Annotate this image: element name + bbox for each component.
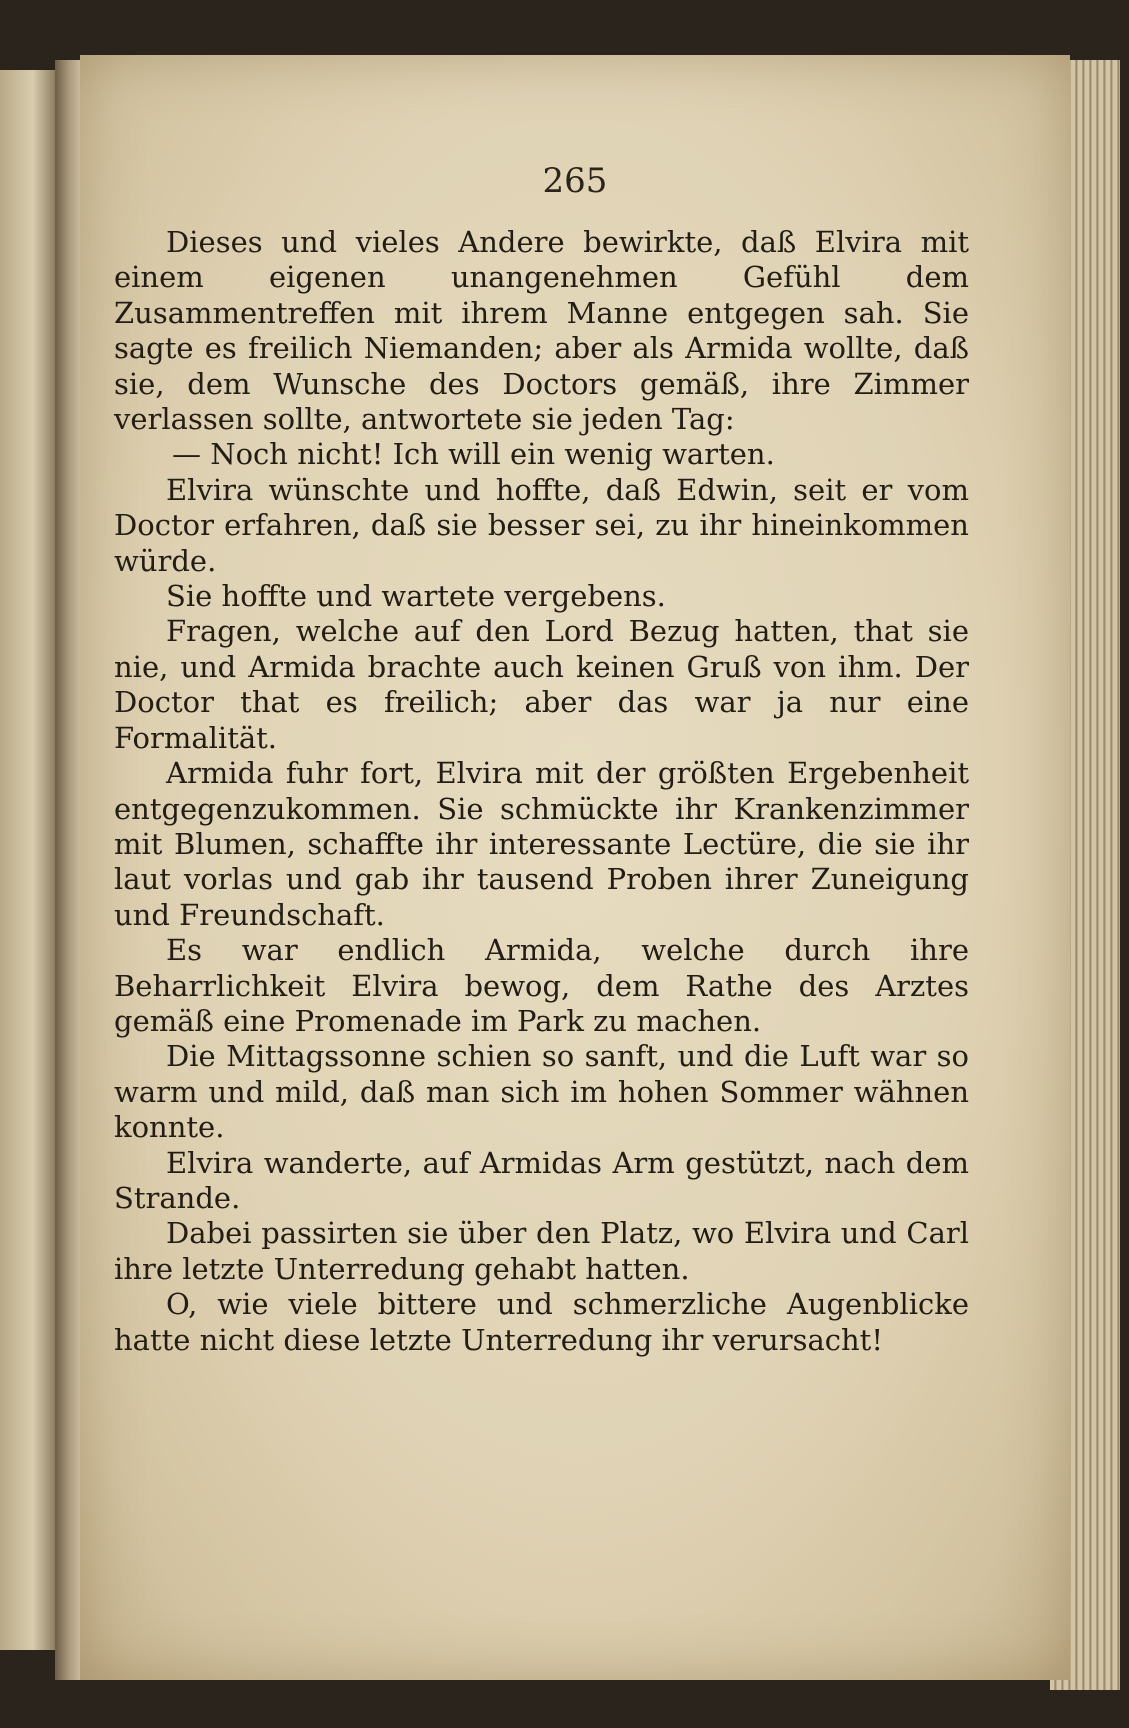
paragraph: Elvira wünschte und hoffte, daß Edwin, seit er vom Doctor erfahren, daß sie besser sei, zu ihr hineinkommen würde. (114, 472, 969, 578)
paragraph: Sie hoffte und wartete vergebens. (166, 579, 666, 614)
paragraph: — Noch nicht! Ich will ein wenig warten. (172, 437, 775, 472)
book-page (80, 55, 1070, 1680)
left-page-edge (0, 70, 55, 1650)
paragraph: Armida fuhr fort, Elvira mit der größten Ergebenheit entgegenzukommen. Sie schmückte ihr Krankenzimmer mit Blumen, schaffte ihr interessante Lectüre, die sie ihr laut vorlas und gab ihr tausend Proben ihrer Zuneigung und Freundschaft. (114, 756, 969, 932)
paragraph: O, wie viele bittere und schmerzliche Augenblicke hatte nicht diese letzte Unterredung ihr verursacht! (114, 1287, 969, 1357)
paragraph: Dabei passirten sie über den Platz, wo Elvira und Carl ihre letzte Unterredung gehabt hatten. (114, 1216, 969, 1286)
paragraph: Die Mittagssonne schien so sanft, und die Luft war so warm und mild, daß man sich im hohen Sommer wähnen konnte. (114, 1039, 969, 1145)
body-text (114, 225, 969, 1358)
paragraph: Elvira wanderte, auf Armidas Arm gestützt, nach dem Strande. (114, 1145, 969, 1215)
paragraph: Fragen, welche auf den Lord Bezug hatten, that sie nie, und Armida brachte auch keinen Gruß von ihm. Der Doctor that es freilich; aber das war ja nur eine Formalität. (114, 614, 969, 755)
paragraph: Dieses und vieles Andere bewirkte, daß Elvira mit einem eigenen unangenehmen Gefühl dem Zusammentreffen mit ihrem Manne entgegen sah. Sie sagte es freilich Niemanden; aber als Armida wollte, daß sie, dem Wunsche des Doctors gemäß, ihre Zimmer verlassen sollte, antwortete sie jeden Tag: (114, 225, 969, 437)
paragraph: Es war endlich Armida, welche durch ihre Beharrlichkeit Elvira bewog, dem Rathe des Arztes gemäß eine Promenade im Park zu machen. (114, 933, 969, 1038)
page-number: 265 (542, 161, 608, 201)
